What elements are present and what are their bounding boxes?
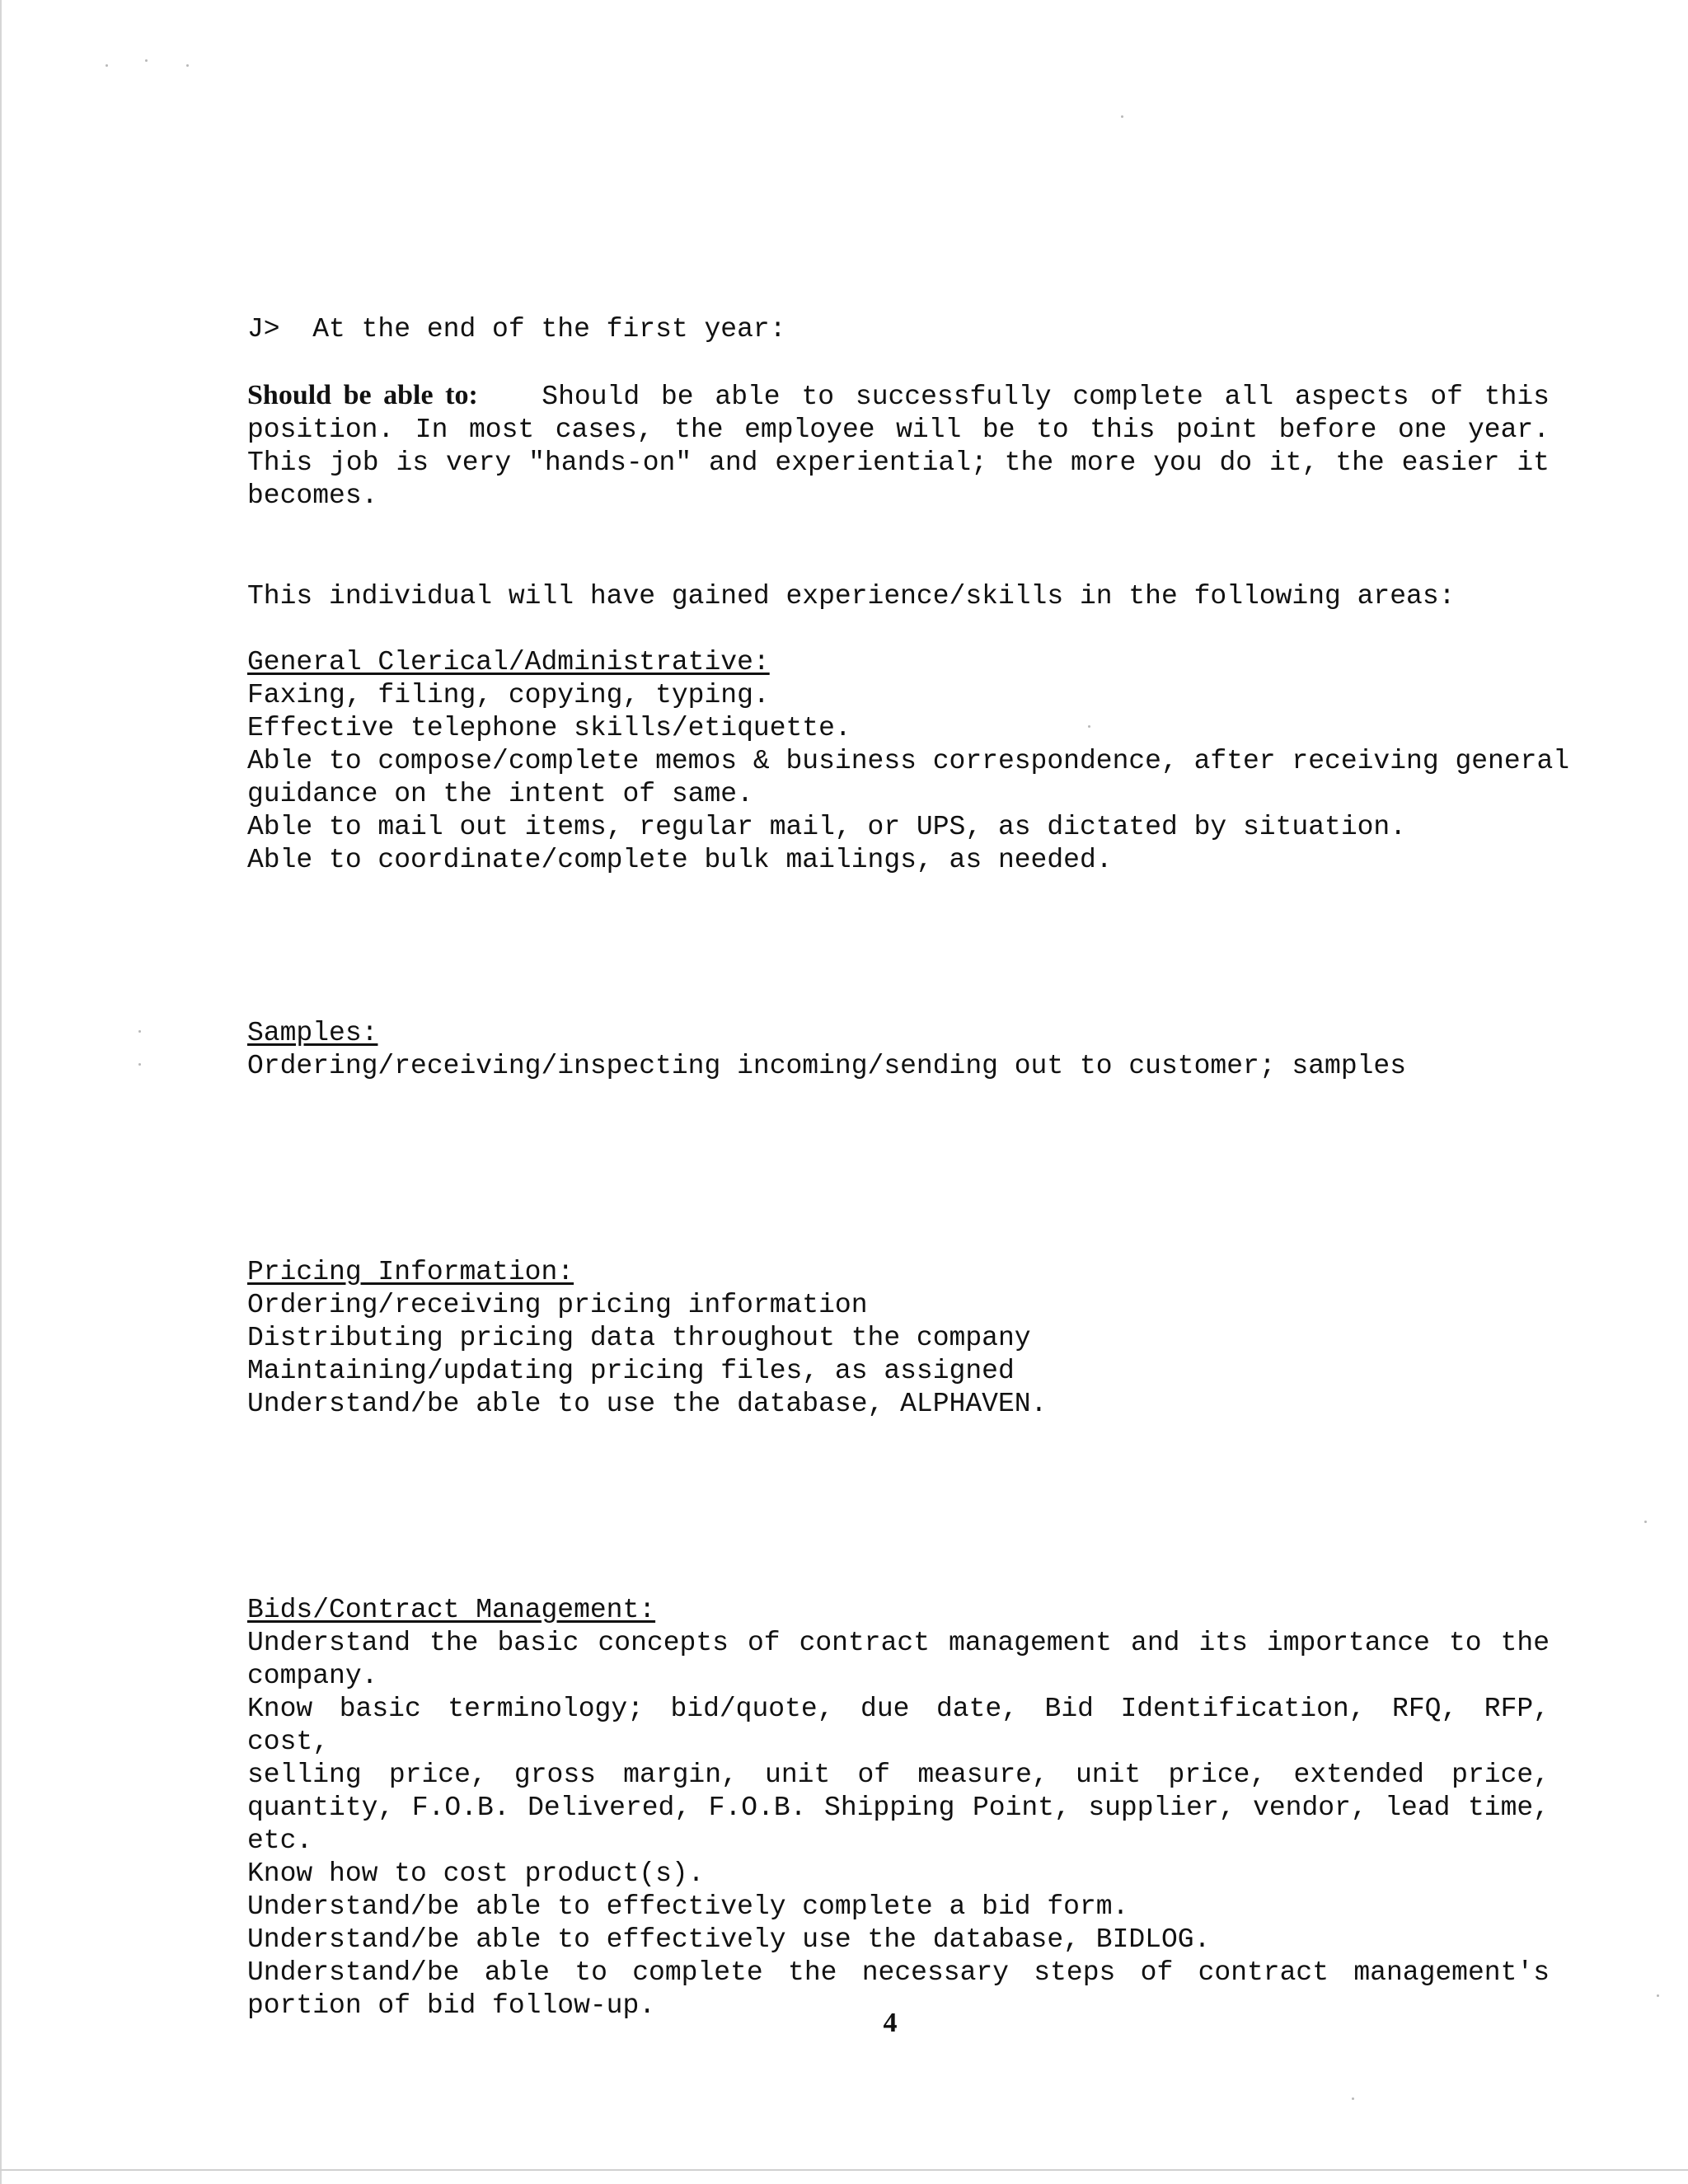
list-item: Ordering/receiving pricing information (247, 1290, 868, 1320)
scan-speck (138, 1030, 141, 1033)
scan-speck (106, 64, 108, 67)
samples-section (247, 1017, 1550, 1083)
page-number: 4 (883, 2008, 898, 2038)
list-item: Understand/be able to complete the necessary steps of contract management's (247, 1957, 1550, 1988)
list-item: selling price, gross margin, unit of measure, unit price, extended price, (247, 1760, 1550, 1790)
general-section (247, 646, 1570, 877)
paragraph-line: position. In most cases, the employee will be to this point before one year. (247, 415, 1550, 445)
list-item: portion of bid follow-up. (247, 1990, 656, 2021)
scan-speck (1644, 1521, 1647, 1523)
list-item: Know how to cost product(s). (247, 1858, 705, 1889)
section-heading: Bids/Contract Management: (247, 1595, 656, 1625)
scan-bottom-edge (0, 2169, 1688, 2171)
scan-speck (1657, 1994, 1659, 1997)
list-item: Ordering/receiving/inspecting incoming/sending out to customer; samples (247, 1051, 1407, 1081)
list-item: company. (247, 1661, 378, 1691)
list-item: guidance on the intent of same. (247, 779, 753, 809)
section-intro: J> At the end of the first year: (247, 314, 786, 344)
paragraph-line: This job is very "hands-on" and experiential; the more you do it, the easier it (247, 448, 1550, 478)
list-item: Understand/be able to effectively complete a bid form. (247, 1891, 1129, 1922)
list-item: Faxing, filing, copying, typing. (247, 680, 770, 710)
list-item: Effective telephone skills/etiquette. (247, 713, 851, 743)
paragraph-line: becomes. (247, 480, 378, 511)
pricing-section (247, 1256, 1550, 1421)
scan-speck (1121, 115, 1123, 118)
should-be-able-paragraph (247, 379, 1550, 513)
list-item: Able to coordinate/complete bulk mailings, as needed. (247, 845, 1113, 875)
document-body (247, 313, 1570, 2022)
list-item: Able to mail out items, regular mail, or UPS, as dictated by situation. (247, 812, 1407, 842)
paragraph-line: Should be able to: Should be able to successfully complete all aspects of this (247, 380, 1550, 412)
scan-left-edge (0, 0, 2, 2184)
scan-speck (138, 1063, 141, 1066)
list-item: Know basic terminology; bid/quote, due date, Bid Identification, RFQ, RFP, cost, (247, 1694, 1550, 1757)
list-item: quantity, F.O.B. Delivered, F.O.B. Shipping Point, supplier, vendor, lead time, (247, 1793, 1550, 1823)
list-item: Understand/be able to use the database, ALPHAVEN. (247, 1389, 1048, 1419)
scan-speck (186, 64, 189, 67)
section-heading: Samples: (247, 1018, 378, 1048)
skills-intro: This individual will have gained experience/skills in the following areas: (247, 581, 1456, 612)
scan-speck (1352, 2097, 1354, 2100)
list-item: Distributing pricing data throughout the company (247, 1323, 1031, 1353)
section-heading: Pricing Information: (247, 1257, 574, 1287)
should-be-able-label: Should be able to: (247, 380, 478, 410)
list-item: Understand the basic concepts of contract management and its importance to the (247, 1628, 1550, 1658)
list-item: Able to compose/complete memos & business correspondence, after receiving general (247, 746, 1570, 776)
section-heading: General Clerical/Administrative: (247, 647, 770, 677)
scan-speck (145, 59, 148, 62)
list-item: Maintaining/updating pricing files, as assigned (247, 1356, 1015, 1386)
list-item: etc. (247, 1825, 313, 1856)
list-item: Understand/be able to effectively use the database, BIDLOG. (247, 1924, 1211, 1955)
bids-section (247, 1594, 1550, 2022)
